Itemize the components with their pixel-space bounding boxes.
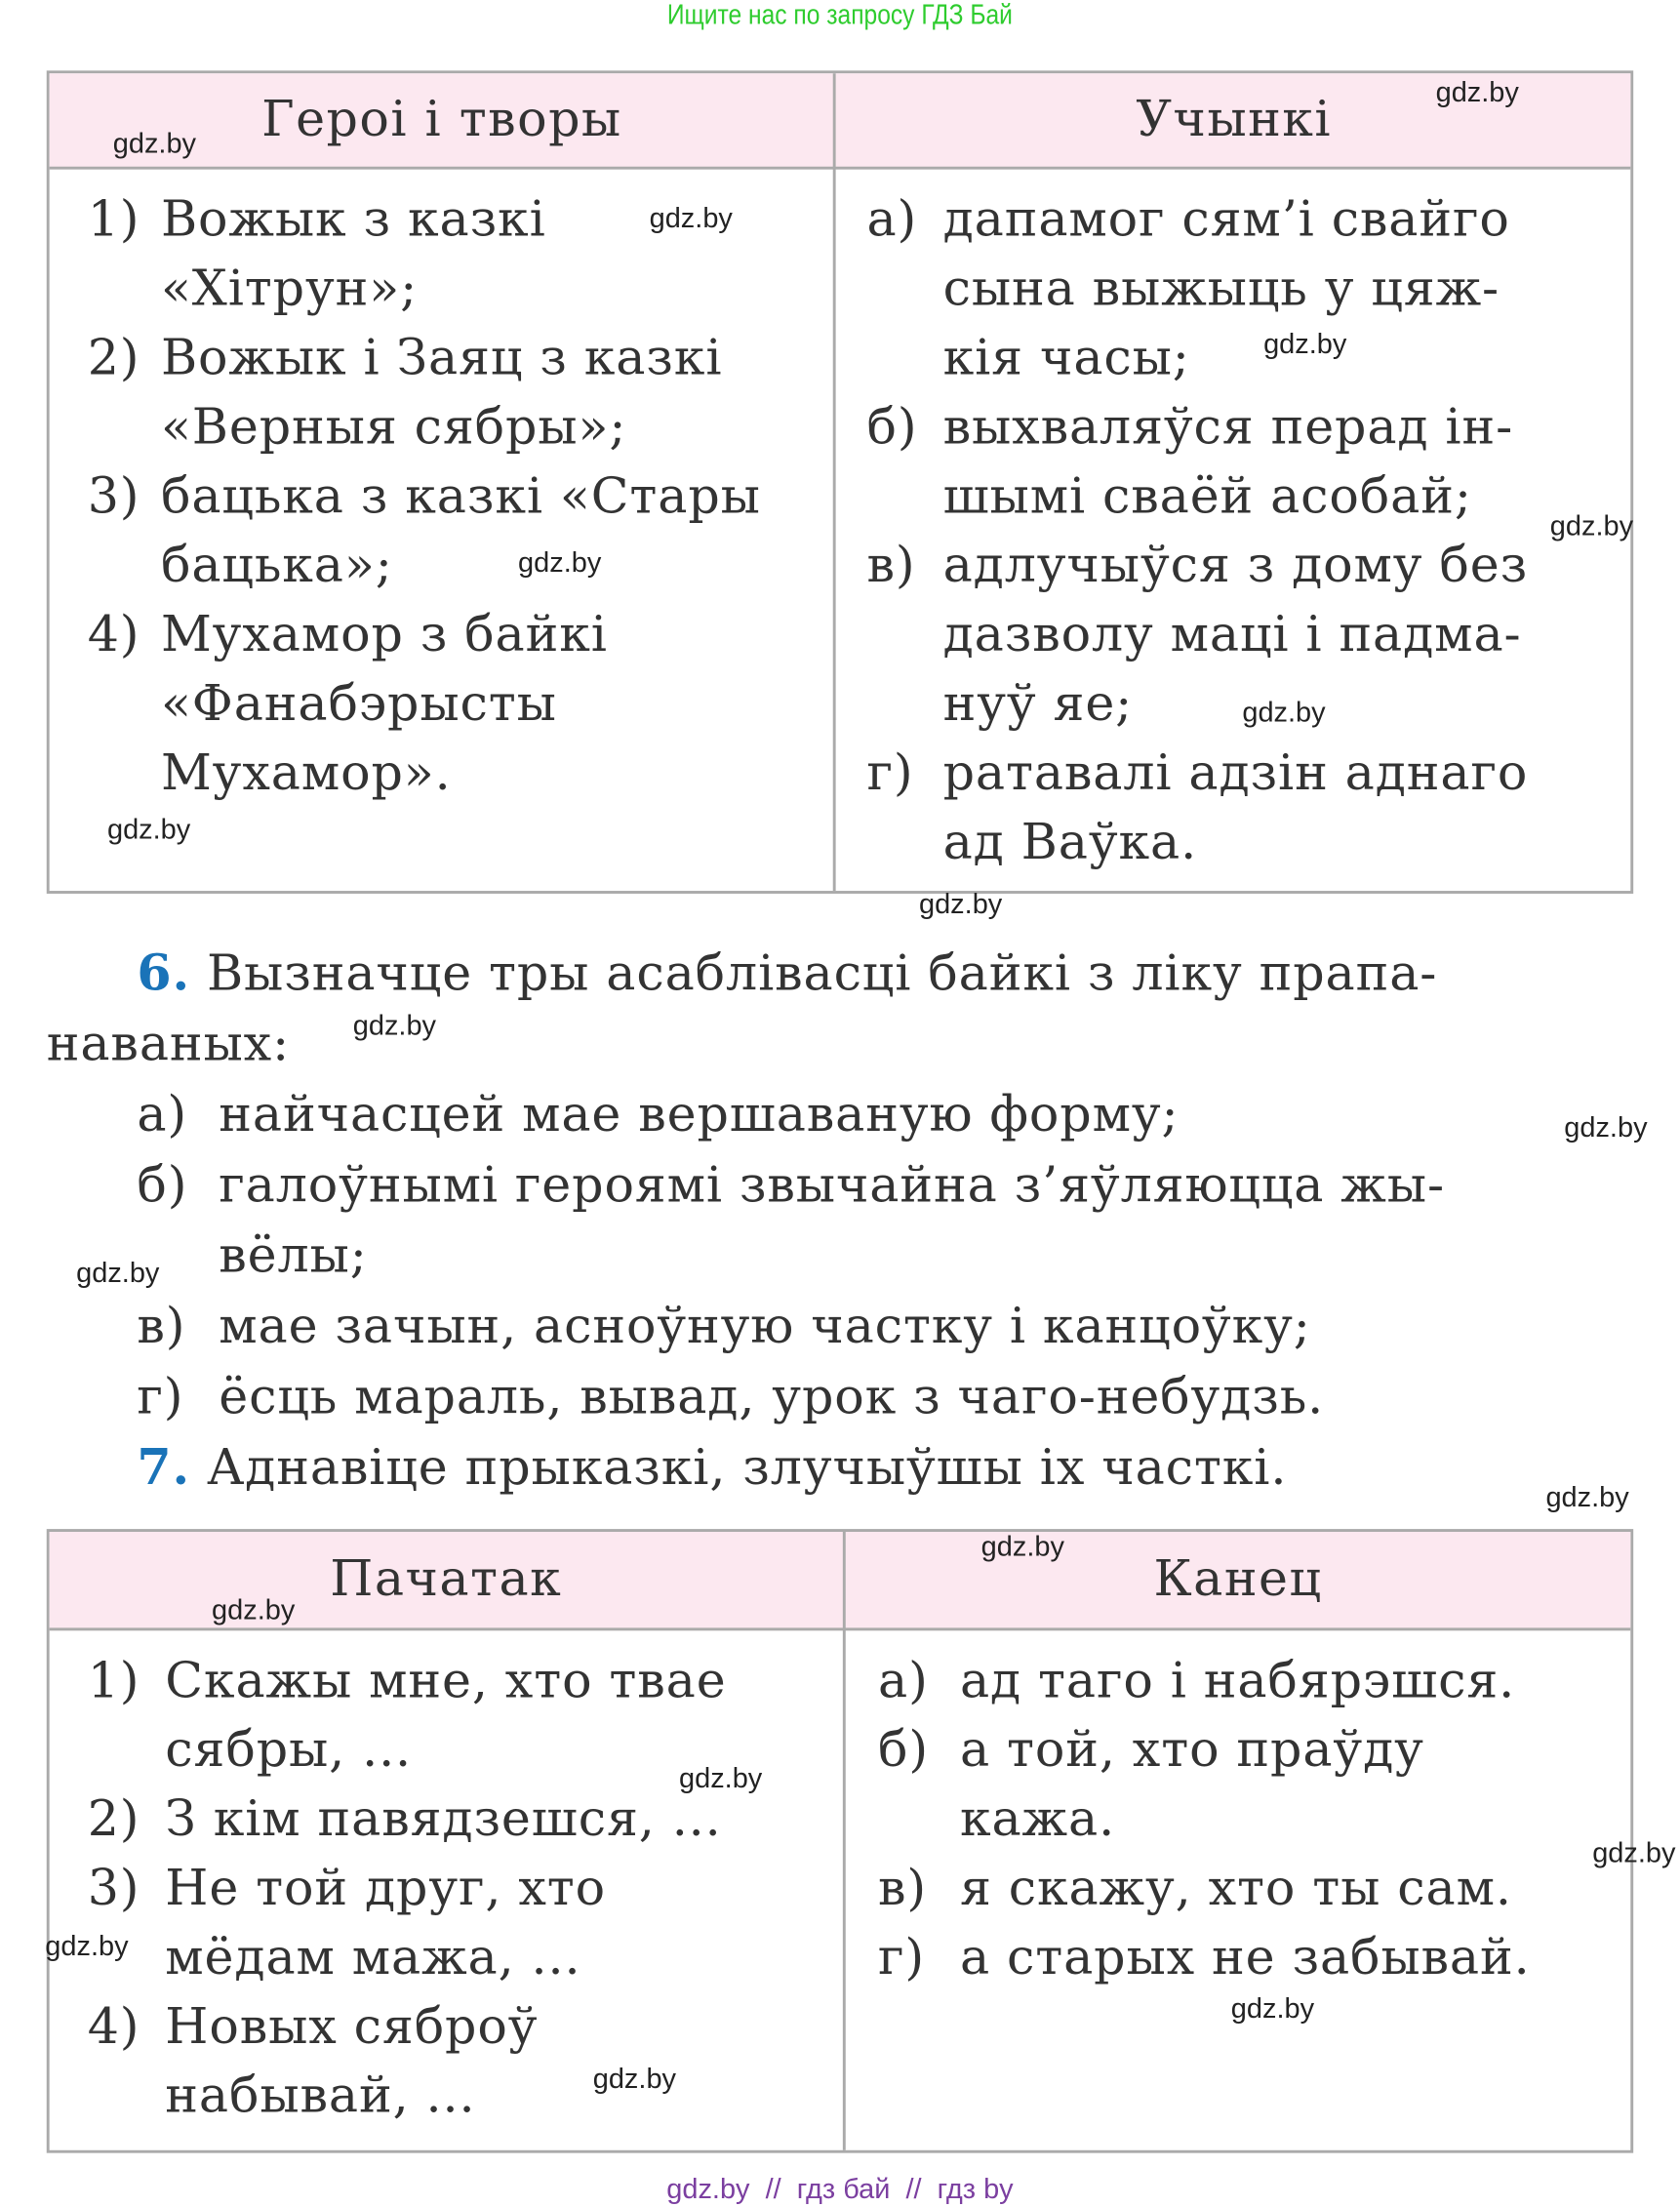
option-text: галоўнымі героямі звычайна з’яўляюцца жы- (219, 1157, 1445, 1215)
deed-line (943, 601, 1522, 670)
watermark: gdz.by (212, 1595, 296, 1626)
watermark: gdz.by (649, 203, 733, 235)
item-marker: а) (866, 191, 918, 249)
watermark: gdz.by (112, 128, 197, 160)
watermark: gdz.by (1564, 1112, 1648, 1144)
item-marker: 3) (87, 1861, 140, 1918)
option-line (219, 1222, 367, 1292)
ending-column (878, 1648, 1531, 1994)
watermark: gdz.by (1435, 77, 1519, 109)
hero-line (87, 186, 546, 256)
watermark: gdz.by (1242, 697, 1326, 729)
heroes-column (87, 186, 761, 809)
watermark: gdz.by (1230, 1993, 1315, 2025)
item-marker: б) (137, 1157, 188, 1215)
deed-line (943, 670, 1134, 740)
task6-line: наваных: (46, 1016, 291, 1073)
column-divider (833, 73, 836, 891)
option-line (137, 1150, 1445, 1221)
option-line (137, 1362, 1325, 1432)
deed-line (866, 533, 1529, 602)
item-marker: б) (878, 1722, 930, 1780)
deed-line (943, 463, 1472, 533)
item-marker: г) (878, 1930, 926, 1986)
proverb-start-line (87, 1786, 722, 1855)
task-6 (0, 939, 1680, 1504)
deed-text: шымі сваёй асобай; (942, 468, 1472, 526)
watermark: gdz.by (518, 547, 602, 580)
watermark: gdz.by (76, 1258, 160, 1290)
proverb-start-line (87, 1855, 607, 1924)
watermark: gdz.by (980, 1531, 1064, 1563)
deed-text: ратавалі адзін аднаго (942, 745, 1529, 802)
task6-options (0, 1080, 1680, 1433)
deed-line (943, 256, 1500, 325)
hero-text: «Хітрун»; (160, 261, 419, 318)
deed-text: ад Ваўка. (942, 814, 1198, 871)
option-line (137, 1080, 1180, 1150)
task-7 (137, 1433, 1287, 1504)
item-marker: 1) (87, 1653, 140, 1710)
proverb-end-line (878, 1717, 1424, 1786)
proverb-start-text: З кім павядзешся, ... (165, 1791, 722, 1849)
hero-text: Вожык і Заяц з казкі (160, 330, 723, 387)
proverb-end-text: а той, хто праўду (959, 1722, 1424, 1780)
footer-links: gdz.by // гдз бай // гдз by (666, 2174, 1014, 2206)
item-marker: 1) (87, 191, 140, 249)
item-marker: а) (878, 1653, 929, 1710)
item-marker: г) (866, 745, 914, 802)
task-text: Аднавіце прыказкі, злучыўшы іх часткі. (206, 1439, 1288, 1497)
item-marker: б) (866, 399, 918, 457)
hero-text: бацька»; (160, 538, 393, 595)
item-marker: в) (866, 538, 916, 595)
proverb-end-text: а старых не забывай. (959, 1930, 1531, 1986)
option-text: найчасцей мае вершаваную форму; (219, 1087, 1180, 1144)
hero-text: Мухамор з байкі (160, 607, 608, 664)
watermark: gdz.by (1592, 1837, 1676, 1869)
search-hint: Ищите нас по запросу ГДЗ Бай (666, 0, 1014, 31)
hero-line (161, 394, 626, 463)
deed-text: нуў яе; (942, 676, 1134, 733)
proverb-end-line (878, 1648, 1516, 1717)
deed-line (943, 325, 1190, 394)
item-marker: в) (878, 1861, 928, 1918)
watermark: gdz.by (352, 1011, 437, 1042)
watermark: gdz.by (45, 1931, 129, 1963)
hero-text: бацька з казкі «Стары (160, 468, 761, 526)
hero-line (161, 670, 557, 740)
proverb-start-line (165, 2063, 475, 2132)
header-deeds: Учынкі (1136, 92, 1333, 148)
proverb-end-line (878, 1855, 1512, 1924)
watermark: gdz.by (592, 2064, 677, 2096)
proverb-start-line (165, 1717, 412, 1786)
deed-text: адлучыўся з дому без (942, 538, 1529, 595)
deed-text: выхваляўся перад ін- (942, 399, 1514, 457)
proverb-end-text: ад таго і набярэшся. (959, 1653, 1516, 1710)
watermark: gdz.by (1545, 1482, 1629, 1514)
proverb-start-text: набывай, ... (165, 2067, 476, 2125)
hero-line (161, 740, 452, 809)
option-text: ёсць мараль, вывад, урок з чаго-небудзь. (219, 1369, 1325, 1426)
task-text: Вызначце тры асаблівасці байкі з ліку прапа- (206, 945, 1438, 1003)
hero-text: «Верныя сябры»; (160, 399, 627, 457)
item-marker: 4) (87, 607, 140, 664)
deed-line (943, 809, 1197, 878)
item-marker: 2) (87, 330, 140, 387)
deed-line (866, 394, 1514, 463)
proverb-end-text: кажа. (959, 1791, 1116, 1849)
item-marker: г) (137, 1369, 184, 1426)
deed-text: кія часы; (942, 330, 1190, 387)
deed-text: дапамог сям’і свайго (942, 191, 1510, 249)
hero-text: Мухамор». (160, 745, 452, 802)
header-heroes: Героі і творы (261, 92, 622, 148)
watermark: gdz.by (1549, 510, 1634, 542)
deed-text: дазволу маці і падма- (942, 607, 1522, 664)
header-beginning: Пачатак (330, 1551, 563, 1609)
proverb-start-text: Скажы мне, хто твае (165, 1653, 727, 1710)
option-text: мае зачын, асноўную частку і канцоўку; (219, 1299, 1311, 1356)
item-marker: 3) (87, 468, 140, 526)
proverb-start-text: сябры, ... (165, 1722, 413, 1780)
hero-line (87, 601, 608, 670)
deed-line (866, 740, 1529, 809)
hero-line (87, 463, 761, 533)
proverb-start-text: мёдам мажа, ... (165, 1930, 581, 1986)
hero-line (161, 533, 393, 602)
proverb-start-line (87, 1993, 539, 2063)
task6-line (137, 939, 1437, 1009)
task-number: 7. (137, 1438, 190, 1497)
hero-line (161, 256, 418, 325)
option-line (137, 1292, 1311, 1362)
watermark: gdz.by (679, 1763, 763, 1795)
item-marker: 2) (87, 1791, 140, 1849)
hero-line (87, 325, 723, 394)
deeds-column (866, 186, 1529, 878)
hero-text: «Фанабэрысты (160, 676, 557, 733)
item-marker: в) (137, 1299, 186, 1356)
proverb-end-text: я скажу, хто ты сам. (959, 1861, 1512, 1918)
proverb-start-text: Новых сяброў (165, 1998, 539, 2056)
watermark: gdz.by (1263, 329, 1347, 360)
header-ending: Канец (1153, 1551, 1323, 1609)
proverb-end-line (878, 1924, 1531, 1993)
proverb-start-text: Не той друг, хто (165, 1861, 607, 1918)
item-marker: а) (137, 1087, 188, 1144)
hero-text: Вожык з казкі (160, 191, 546, 249)
watermark: gdz.by (106, 814, 191, 846)
proverb-end-line (960, 1786, 1115, 1855)
column-divider (843, 1532, 846, 2150)
heroes-deeds-table (47, 70, 1633, 894)
item-marker: 4) (87, 1998, 140, 2056)
table-header (50, 73, 1631, 169)
deed-line (866, 186, 1510, 256)
task-number: 6. (137, 944, 190, 1003)
option-text: вёлы; (219, 1227, 368, 1285)
proverb-start-line (87, 1648, 727, 1717)
watermark: gdz.by (918, 889, 1003, 921)
deed-text: сына выжыць у цяж- (942, 261, 1500, 318)
proverb-start-line (165, 1924, 580, 1993)
